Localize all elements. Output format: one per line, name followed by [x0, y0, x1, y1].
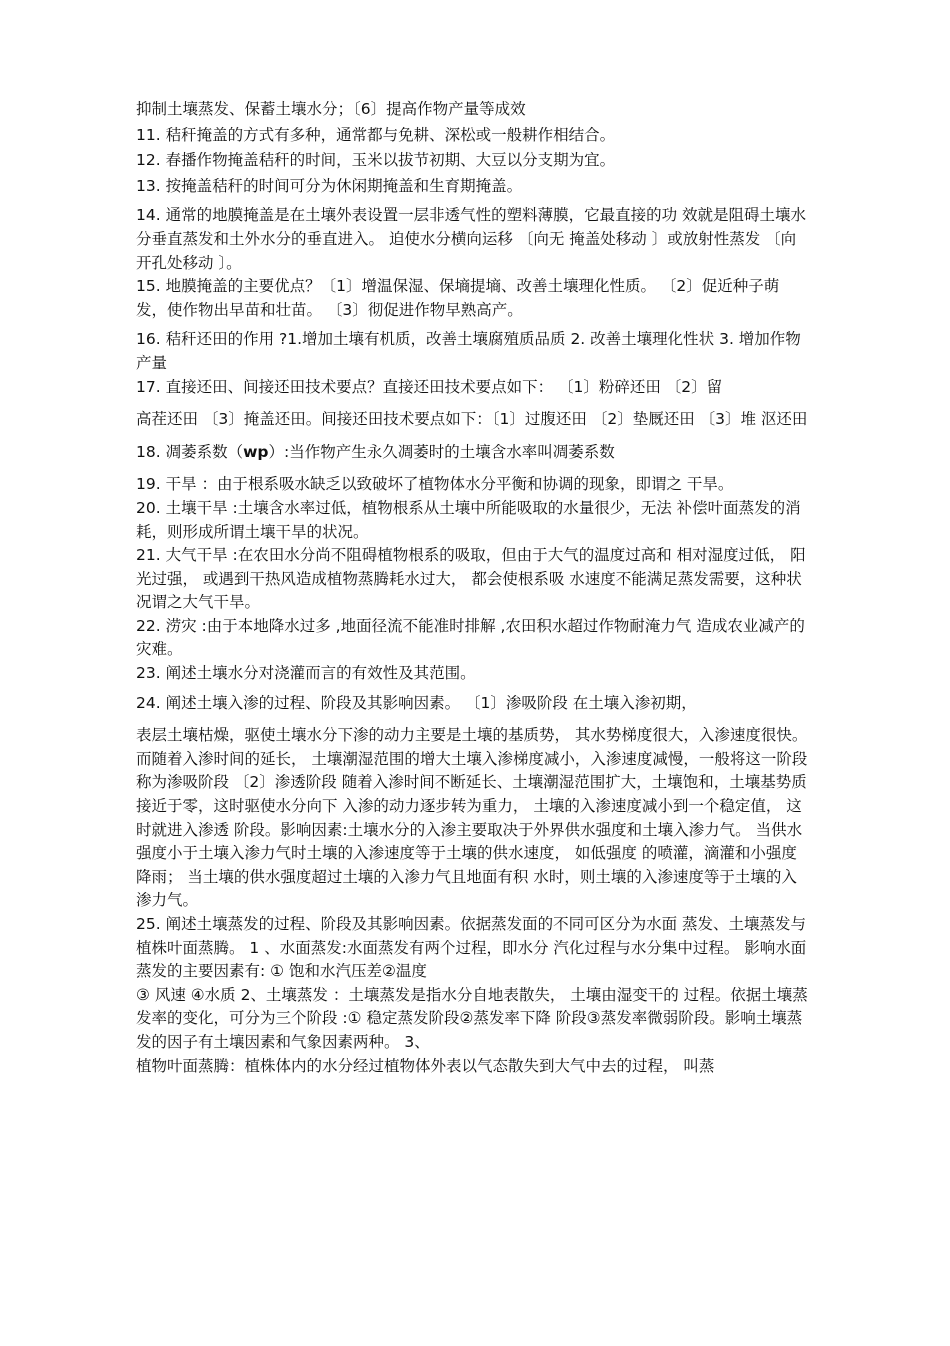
paragraph-13: 13. 按掩盖秸秆的时间可分为休闲期掩盖和生育期掩盖。: [136, 176, 523, 195]
paragraph-25-final: 植物叶面蒸腾：植株体内的水分经过植物体外表以气态散失到大气中去的过程， 叫蒸: [136, 1056, 715, 1075]
paragraph-18-symbol: wp: [243, 442, 269, 461]
paragraph-18-rest: ）:当作物产生永久凋萎时的土壤含水率叫凋萎系数: [268, 442, 615, 461]
paragraph-17: 17. 直接还田、间接还田技术要点？直接还田技术要点如下： 〔1〕粉碎还田 〔2〕留: [136, 377, 723, 396]
paragraph-24: 24. 阐述土壤入渗的过程、阶段及其影响因素。 〔1〕渗吸阶段 在土壤入渗初期，: [136, 693, 697, 712]
paragraph-18: [136, 441, 808, 465]
paragraph-11: 11. 秸秆掩盖的方式有多种，通常都与免耕、深松或一般耕作相结合。: [136, 125, 616, 144]
paragraph-25-continued: ③ 风速 ④水质 2、土壤蒸发 ：土壤蒸发是指水分自地表散失， 土壤由湿变干的 过程。依据土壤蒸发率的变化，可分为三个阶段 :① 稳定蒸发阶段②蒸发率下降 阶段③蒸发率微弱阶段。影响土壤蒸发的因子有土壤因素和气象因素两种。 3、: [136, 985, 808, 1051]
paragraph-19: 19. 干旱 ：由于根系吸水缺乏以致破坏了植物体水分平衡和协调的现象，即谓之 干旱。: [136, 475, 734, 494]
paragraph-16: 16. 秸秆还田的作用 ?1.增加土壤有机质，改善土壤腐殖质品质 2. 改善土壤理化性状 3. 增加作物产量: [136, 330, 801, 372]
paragraph-22: 22. 涝灾 :由于本地降水过多 ,地面径流不能准时排解 ,农田积水超过作物耐淹力气 造成农业减产的灾难。: [136, 616, 805, 659]
paragraph-12: 12. 春播作物掩盖秸秆的时间，玉米以拔节初期、大豆以分支期为宜。: [136, 151, 616, 170]
paragraph-23: 23. 阐述土壤水分对浇灌而言的有效性及其范围。: [136, 664, 476, 683]
paragraph-25: 25. 阐述土壤蒸发的过程、阶段及其影响因素。依据蒸发面的不同可区分为水面 蒸发、土壤蒸发与植株叶面蒸腾。 1 、水面蒸发:水面蒸发有两个过程，即水分 汽化过程与水分集中过程。 影响水面蒸发的主要因素有: ① 饱和水汽压差②温度: [136, 915, 807, 981]
paragraph-17-continued: 高茬还田 〔3〕掩盖还田。间接还田技术要点如下：〔1〕过腹还田 〔2〕垫厩还田 〔3〕堆 沤还田: [136, 410, 808, 429]
paragraph-15: 15. 地膜掩盖的主要优点？〔1〕增温保湿、保墒提墒、改善土壤理化性质。 〔2〕促近种子萌发，使作物出早苗和壮苗。 〔3〕彻促进作物早熟高产。: [136, 277, 780, 319]
paragraph-14: 14. 通常的地膜掩盖是在土壤外表设置一层非透气性的塑料薄膜，它最直接的功 效就是阻碍土壤水分垂直蒸发和土外水分的垂直进入。 迫使水分横向运移 〔向无 掩盖处移动 〕或放射性蒸发 〔向开孔处移动 〕。: [136, 206, 807, 272]
paragraph-18-lead: 18. 凋萎系数（: [136, 442, 244, 461]
paragraph-24-continued: 表层土壤枯燥，驱使土壤水分下渗的动力主要是土壤的基质势， 其水势梯度很大，入渗速度很快。而随着入渗时间的延长， 土壤潮湿范围的增大土壤入渗梯度减小，入渗速度减慢，一般将这一阶段称为渗吸阶段 〔2〕渗透阶段 随着入渗时间不断延长、土壤潮湿范围扩大，土壤饱和，土壤基势质接近于零，这时驱使水分向下 入渗的动力逐步转为重力， 土壤的入渗速度减小到一个稳定值， 这时就进入渗透 阶段。影响因素:土壤水分的入渗主要取决于外界供水强度和土壤入渗力气。 当供水强度小于土壤入渗力气时土壤的入渗速度等于土壤的供水速度， 如低强度 的喷灌，滴灌和小强度降雨； 当土壤的供水强度超过土壤的入渗力气且地面有积 水时，则土壤的入渗速度等于土壤的入渗力气。: [136, 726, 808, 910]
document-body: [136, 98, 808, 1078]
paragraph-21: 21. 大气干旱 :在农田水分尚不阻碍植物根系的吸取，但由于大气的温度过高和 相对湿度过低， 阳光过强， 或遇到干热风造成植物蒸腾耗水过大， 都会使根系吸 水速度不能满足蒸发需要，这种状况谓之大气干旱。: [136, 546, 806, 612]
paragraph-intro: 抑制土壤蒸发、保蓄土壤水分；〔6〕提高作物产量等成效: [136, 100, 526, 118]
paragraph-20: 20. 土壤干旱 :土壤含水率过低，植物根系从土壤中所能吸取的水量很少，无法 补偿叶面蒸发的消耗，则形成所谓土壤干旱的状况。: [136, 498, 801, 541]
